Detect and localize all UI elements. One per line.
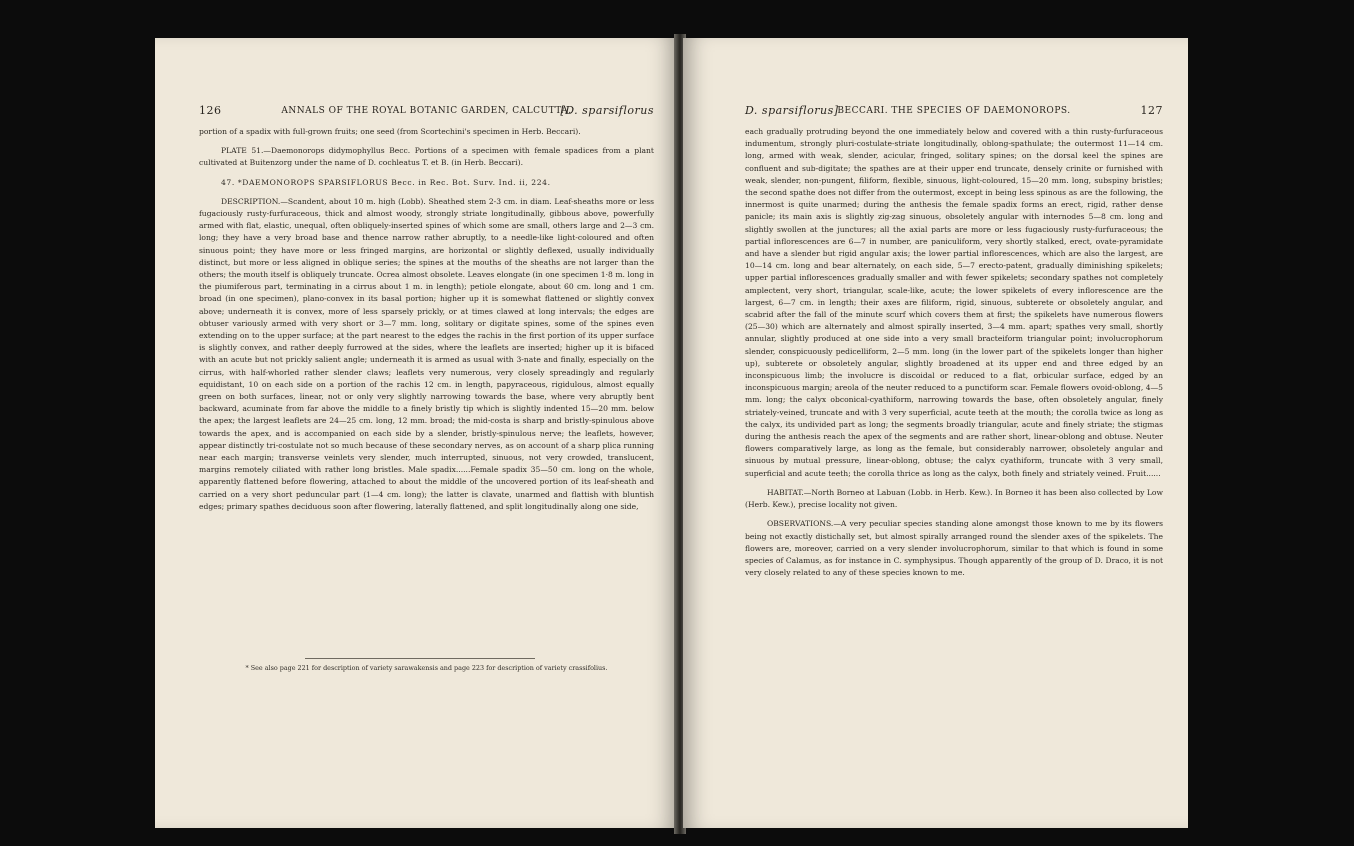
left-page-number: 126 [199,104,222,117]
right-running-tag: D. sparsiflorus] [745,104,839,117]
species-heading: 47. *DAEMONOROPS SPARSIFLORUS Becc. in Rec. Bot. Surv. Ind. ii, 224. [221,177,551,187]
habitat-paragraph: HABITAT.—North Borneo at Labuan (Lobb. in Herb. Kew.). In Borneo it has been also collected by Low (Herb. Kew.), precise locality not given. [745,487,1163,510]
left-running-title: ANNALS OF THE ROYAL BOTANIC GARDEN, CALCUTTA. [281,106,572,116]
right-text-block [745,106,1163,586]
observations-paragraph: OBSERVATIONS.—A very peculiar species standing alone amongst those known to me by its flowers being not exactly distichally set, but almost spirally arranged round the slender axes of the spikelets. The flowers are, moreover, carried on a very slender involucrophorum, similar to that which is found in some species of Calamus, as for instance in C. symphysipus. Though apparently of the group of D. Draco, it is not very closely related to any of these species known to me. [745,519,1163,578]
right-running-title: BECCARI. THE SPECIES OF DAEMONOROPS. [837,106,1071,116]
left-page [155,38,677,828]
footnote: * See also page 221 for description of variety sarawakensis and page 223 for description of variety crassifolius. [245,664,608,672]
right-page [683,38,1188,828]
right-page-number: 127 [1140,104,1163,117]
left-running-tag: [D. sparsiflorus [560,104,654,117]
footnote-rule [305,658,535,659]
left-paragraph: PLATE 51.—Daemonorops didymophyllus Becc. Portions of a specimen with female spadices from a plant cultivated at Buitenzorg under the name of D. cochleatus T. et B. (in Herb. Beccari). [199,146,654,168]
left-paragraph: portion of a spadix with full-grown fruits; one seed (from Scortechini's specimen in Herb. Beccari). [199,127,581,136]
right-paragraph: each gradually protruding beyond the one immediately below and covered with a thin rusty-furfuraceous indumentum, strongly pluri-costulate-striate longitudinally, oblong-spathulate; the outermost 11—14 cm. long, armed with weak, slender, acicular, fringed, solitary spines; on the dorsal keel the spines are confluent and sub-digitate; the spathes are at their upper end truncate, densely crinite or furnished with weak, slender, non-pungent, filiform, flexible, sinuous, light-coloured, 15—20 mm. long, subspiny bristles; the second spathe does not differ from the outermost, except in being less spinous as are the following, the innermost is quite unarmed; during the anthesis the female spadix forms an erect, rigid, rather dense panicle; its main axis is slightly zig-zag sinuous, obsoletely angular with internodes 5—8 cm. long and slightly swollen at the junctures; all the axial parts are more or less fugaciously rusty-furfuraceous; the partial inflorescences are 6—7 in number, are paniculiform, very shortly stalked, erect, ovate-pyramidate and have a slender but rigid angular axis; the lower partial inflorescences, which are also the largest, are 10—14 cm. long and bear alternately, on each side, 5—7 erecto-patent, gradually diminishing spikelets; upper partial inflorescences gradually smaller and with fewer spikelets; secondary spathes not completely amplectent, very short, triangular, scale-like, acute; the lower spikelets of every inflorescence are the largest, 6—7 cm. in length; their axes are filiform, rigid, sinuous, subterete or obsoletely angular, and scabrid after the fall of the minute scurf which covers them at first; the spikelets have numerous flowers (25—30) which are alternately and almost spirally inserted, 3—4 mm. apart; spathes very small, shortly annular, slightly produced at one side into a very small bracteiform triangular point; involucrophorum slender, conspicuously pedicelliform, 2—5 mm. long (in the lower part of the spikelets longer than higher up), subterete or obsoletely angular, slightly broadened at its upper end and three edged by an inconspicuous limb; the involucre is discoidal or reduced to a flat, orbicular surface, edged by an inconspicuous margin; areola of the neuter reduced to a punctiform scar. Female flowers ovoid-oblong, 4—5 mm. long; the calyx obconical-cyathiform, narrowing towards the base, often obsoletely angular, finely striately-veined, truncate and with 3 very superficial, acute teeth at the mouth; the corolla twice as long as the calyx, its undivided part as long; the segments broadly triangular, acute and finely striate; the stigmas during the anthesis reach the apex of the segments and are rather short, linear-oblong and obtuse. Neuter flowers comparatively large, as long as the female, but considerably narrower, obsoletely angular and sinuous by mutual pressure, linear-oblong, obtuse; the calyx cyathiform, truncate with 3 very small, superficial and acute teeth; the corolla thrice as long as the calyx, both finely and striately veined. Fruit...... [745,127,1163,478]
left-text-block [199,104,654,520]
description-paragraph: DESCRIPTION.—Scandent, about 10 m. high (Lobb). Sheathed stem 2-3 cm. in diam. Leaf-sheaths more or less fugaciously rusty-furfuraceous, thick and almost woody, strongly striate longitudinally, gibbous above, powerfully armed with flat, elastic, unequal, often obliquely-inserted spines of which some are small, others large and 2—3 cm. long; they have a very broad base and thence narrow rather abruptly, to a needle-like light-coloured and often sinuous point; they have more or less fringed margins, are horizontal or slightly deflexed, usually individually distinct, but more or less aligned in oblique series; the spines at the mouths of the sheaths are not larger than the others; the mouth itself is obliquely truncate. Ocrea almost obsolete. Leaves elongate (in one specimen 1·8 m. long in the piumiferous part, terminating in a cirrus about 1 m. in length); petiole elongate, about 60 cm. long and 1 cm. broad (in one specimen), plano-convex in its basal portion; higher up it is somewhat flattened or slightly convex above; underneath it is convex, more of less sparsely prickly, or at times clawed at long intervals; the edges are obtuser variously armed with very short or 3—7 mm. long, solitary or digitate spines, some of the spines even extending on to the upper surface; at the part nearest to the edges the rachis in the first portion of its upper surface is slightly convex, and rather deeply furrowed at the sides, where the leaflets are inserted; higher up it is bifaced with an acute but not prickly salient angle; underneath it is armed as usual with 3-nate and finally, especially on the cirrus, with half-whorled rather slender claws; leaflets very numerous, very closely spreadingly and regularly equidistant, 10 on each side on a portion of the rachis 12 cm. in length, papyraceous, rigidulous, almost equally green on both surfaces, linear, not or only very slightly narrowing towards the base, where very abruptly bent backward, acuminate from far above the middle to a finely bristly tip which is slightly indented 15—20 mm. below the apex; the largest leaflets are 24—25 cm. long, 12 mm. broad; the mid-costa is sharp and bristly-spinulous above towards the apex, and is accompanied on each side by a slender, bristly-spinulous nerve; the leaflets, however, appear distinctly tri-costulate not so much because of these secondary nerves, as on account of a sharp plica running near each margin; transverse veinlets very slender, much interrupted, sinuous, not very crowded, translucent, margins remotely ciliated with rather long bristles. Male spadix......Female spadix 35—50 cm. long on the whole, apparently flattened before flowering, attached to about the middle of the uncovered portion of its leaf-sheath and carried on a very short peduncular part (1—4 cm. long); the latter is clavate, unarmed and flattish with bluntish edges; primary spathes deciduous soon after flowering, laterally flattened, and split longitudinally along one side, [199,196,654,511]
